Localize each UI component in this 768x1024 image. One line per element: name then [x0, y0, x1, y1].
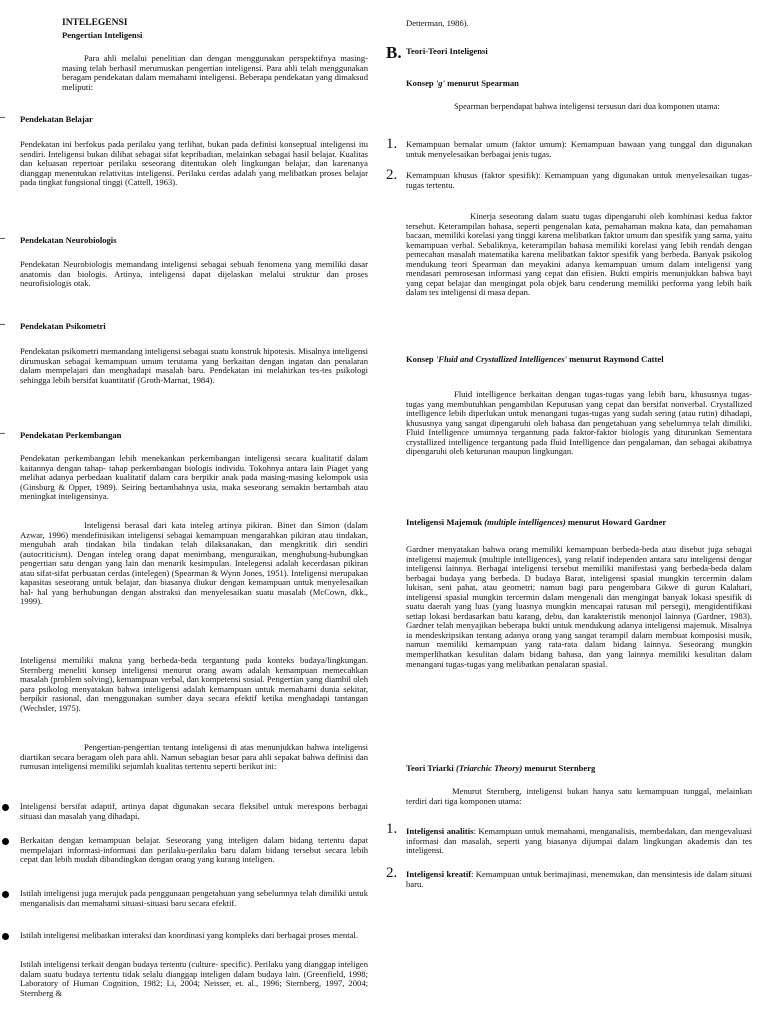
section-letter: B.: [386, 43, 402, 62]
continued-citation: Detterman, 1986).: [406, 18, 469, 28]
spearman-intro: Spearman berpendapat bahwa inteligensi tersusun dari dua komponen utama:: [454, 101, 720, 111]
dash-marker: –: [0, 319, 5, 330]
dash-marker: –: [0, 233, 5, 244]
paragraph-meaning: Inteligensi memiliki makna yang berbeda-beda tergantung pada konteks budaya/lingkungan. Sternberg meneliti konsep inteligensi menurut orang awam adalah kemampuan memecahkan masalah (problem solving), kemampuan verbal, dan kompetensi sosial. Pengertian yang diambil oleh para psikolog menyatakan bahwa inteligensi adalah kemampuan untuk memahami dunia sekitar, berpikir rasional, dan menggunakan sumber daya secara efektif ketika menghadapi tantangan (Wechsler, 1975).: [20, 655, 368, 713]
bullet-dot: [2, 804, 9, 811]
document-title: INTELEGENSI: [62, 18, 128, 28]
list-item: Kemampuan khusus (faktor spesifik): Kemampuan yang digunakan untuk menyelesaikan tugas-tugas tertentu.: [406, 170, 752, 190]
list-number: 2.: [386, 865, 398, 881]
dash-marker: –: [0, 112, 5, 123]
bullet-dot: [2, 933, 9, 940]
document-subtitle: Pengertian Inteligensi: [62, 30, 143, 40]
section-title: Teori-Teori Inteligensi: [406, 46, 488, 56]
paragraph-definitions: Pengertian-pengertian tentang inteligensi di atas menunjukkan bahwa inteligensi diartikan secara beragam oleh para ahli. Namun sebagian besar para ahli sepakat bahwa definisi dan rumusan inteligensi memiliki sejumlah kualitas tertentu seperti berikut ini:: [20, 742, 368, 772]
section-heading-developmental: Pendekatan Perkembangan: [20, 430, 122, 440]
list-item: Inteligensi analitis: Kemampuan untuk memahami, menganalisis, membedakan, dan mengevaluasi informasi dan masalah, seperti yang biasanya dijumpai dalam lingkungan akademis dan tes inteligensi.: [406, 826, 752, 856]
list-number: 1.: [386, 821, 398, 837]
heading-gardner: Inteligensi Majemuk (multiple intelligences) menurut Howard Gardner: [406, 517, 667, 527]
paragraph-culture: Istilah inteligensi terkait dengan budaya tertentu (culture- specific). Perilaku yang dianggap inteligen dalam suatu budaya tertentu tidak selalu dianggap inteligen dalam budaya lain. (Greenfield, 1998; Laboratory of Human Cognition, 1982; Li, 2004; Neisser, et. al., 1996; Sternberg, 1997, 2004; Sternberg &: [20, 959, 368, 998]
section-body-neurobiological: Pendekatan Neurobiologis memandang inteligensi sebagai sebuah fenomena yang memiliki dasar anatomis dan biologis. Artinya, inteligensi dapat dijelaskan melalui struktur dan proses neurofisiologis otak.: [20, 259, 368, 289]
heading-cattel: Konsep 'Fluid and Crystallized Intelligences' menurut Raymond Cattel: [406, 354, 664, 364]
section-heading-psychometric: Pendekatan Psikometri: [20, 321, 106, 331]
list-number: 2.: [386, 167, 398, 183]
section-heading-neurobiological: Pendekatan Neurobiologis: [20, 235, 117, 245]
list-item: Istilah inteligensi juga merujuk pada penggunaan pengetahuan yang sebelumnya telah dimiliki untuk menganalisis dan memahami situasi-situasi baru secara efektif.: [20, 888, 368, 908]
list-item: Inteligensi bersifat adaptif, artinya dapat digunakan secara fleksibel untuk merespons berbagai situasi dan masalah yang dihadapi.: [20, 801, 368, 821]
section-body-learning: Pendekatan ini berfokus pada perilaku yang terlihat, bukan pada definisi konseptual inteligensi itu sendiri. Inteligensi bukan dilihat sebagai sifat kepribadian, melainkan sebagai hasil belajar. Kualitas dan keluasan repertoar perilaku seseorang ditentukan oleh lingkungan belajar, dan karenanya dianggap menentukan relativitas inteligensi. Perilaku cerdas adalah yang melibatkan proses belajar pada tingkat fungsional tinggi (Cattell, 1963).: [20, 139, 368, 188]
paragraph-origin: Inteligensi berasal dari kata inteleg artinya pikiran. Binet dan Simon (dalam Azwar, 1996) mendefinisikan inteligensi sebagai kemampuan mengarahkan pikiran atau tindakan, mengubah arah tindakan bila tindakan telah dilaksanakan, dan mengkritik diri sendiri (autocriticism). Dengan inteleg orang dapat menimbang, menguraikan, menghubung-hubungkan pengertian satu dengan yang lain dan menarik kesimpulan. Intelegensi adalah kecerdasan pikiran atau sifat-sifat perbuatan cerdas (intelegen) (Spearman & Wynn Jones, 1951). Inteligensi merupakan kapasitas seseorang untuk belajar, dan biasanya diukur dengan kemampuan untuk menyelesaikan hal- hal yang berhubungan dengan abstraksi dan menyelesaikan suatu masalah (McCown, dkk., 1999).: [20, 520, 368, 607]
list-item: Istilah inteligensi melibatkan interaksi dan koordinasi yang kompleks dari berbagai proses mental.: [20, 930, 358, 940]
list-item: Berkaitan dengan kemampuan belajar. Seseorang yang inteligen dalam bidang tertentu dapat mempelajari informasi-informasi dan perilaku-perilaku baru dalam bidang tersebut secara lebih cepat dan lebih mudah dibandingkan dengan orang yang kurang inteligen.: [20, 835, 368, 865]
bullet-dot: [2, 891, 9, 898]
dash-marker: –: [0, 428, 5, 439]
intro-paragraph: Para ahli melalui penelitian dan dengan menggunakan perspektifnya masing-masing telah berhasil merumuskan pengertian inteligensi. Para ahli telah menggunakan beragam pendekatan dalam memahami inteligensi. Beberapa pendekatan yang dimaksud meliputi:: [62, 53, 368, 92]
section-body-psychometric: Pendekatan psikometri memandang inteligensi sebagai suatu konstruk hipotesis. Misalnya inteligensi dirumuskan sebagai kemampuan umum terutama yang berkaitan dengan ingatan dan penalaran dalam mempelajari dan menghadapi masalah baru. Pendekatan ini melahirkan tes-tes psikologi sehingga lebih bersifat kuantitatif (Groth-Marnat, 1984).: [20, 346, 368, 385]
list-number: 1.: [386, 136, 398, 152]
heading-sternberg: Teori Triarki (Triarchic Theory) menurut Sternberg: [406, 763, 596, 773]
list-item: Kemampuan bernalar umum (faktor umum): Kemampuan bawaan yang tunggal dan digunakan untuk menyelesaikan berbagai jenis tugas.: [406, 139, 752, 159]
bullet-dot: [2, 838, 9, 845]
heading-spearman: Konsep 'g' menurut Spearman: [406, 78, 519, 88]
spearman-body: Kinerja seseorang dalam suatu tugas dipengaruhi oleh kombinasi kedua faktor tersebut. Keterampilan bahasa, seperti pengenalan kata, pemahaman makna kata, dan pemahaman bacaan, memiliki korelasi yang tinggi karena melibatkan faktor umum dan spesifik yang sama, yaitu kemampuan verbal. Sebaliknya, keterampilan bahasa memiliki korelasi yang lebih rendah dengan pemecahan masalah matematika karena melibatkan faktor spesifik yang berbeda. Banyak psikolog mendukung teori Spearman dan meyakini adanya kemampuan umum dalam inteligensi yang mendasari pemrosesan informasi yang cepat dan efisien. Bukti empiris menunjukkan bahwa bayi yang cepat belajar dan mengingat pola objek baru cenderung memiliki performa yang lebih baik dalam tes inteligensi di masa depan.: [406, 211, 752, 298]
list-item: Inteligensi kreatif: Kemampuan untuk berimajinasi, menemukan, dan mensintesis ide dalam situasi baru.: [406, 869, 753, 889]
section-body-developmental: Pendekatan perkembangan lebih menekankan perkembangan inteligensi secara kualitatif dalam kaitannya dengan tahap- tahap perkembangan biologis individu. Tokohnya antara lain Piaget yang melihat adanya perbedaan kualitatif dalam cara berpikir anak pada masing-masing kelompok usia (Ginsburg & Opper, 1989). Seiring bertambahnya usia, maka seseorang semakin bertambah atau meningkat inteligensinya.: [20, 453, 368, 502]
gardner-body: Gardner menyatakan bahwa orang memiliki kemampuan berbeda-beda atau disebut juga sebagai inteligensi majemuk (multiple intelligences), yang relatif independen antara satu inteligensi dengar inteligensi lainnya. Berbagai inteligensi tersebut memiliki manifestasi yang berbeda-beda dalam berbagai budaya yang berbeda. D budaya Barat, inteligensi spasial mungkin tercermin dalam lukisan, seni pahat, atau geometri; namun bagi para pengembara Gikwe di gurun Kalahari, inteligensi spasial mungkin tercermin dalam mengenali dan mengingat banyak lokasi spesifik di suatu daerah yang luas (yang luasnya mungkin mencapai ratusan mil persegi), mengidentifikasi setiap lokasi berdasarkan batu karang, debu, dan karakteristik menonjol lainnya (Gardner, 1983). Gardner telah menyajikan beberapa bukti untuk mendukung adanya inteligensi majemuk. Misalnya ia mendeskripsikan tentang adanya orang yang sangat terampil dalam membuat komposisi musik, namun memiliki kemampuan yang rata-rata dalam bidang lainnya. Seseorang mungkin memperlihatkan kesulitan dalam bidang bahasa, dan yang lainnya memiliki kesulitan dalam menangani tugas-tugas yang melibatkan penalaran spasial.: [406, 544, 752, 669]
section-heading-learning: Pendekatan Belajar: [20, 114, 93, 124]
sternberg-intro: Menurut Sternberg, inteligensi bukan hanya satu kemampuan tunggal, melainkan terdiri dari tiga komponen utama:: [406, 786, 752, 806]
cattel-body: Fluid intelligence berkaitan dengan tugas-tugas yang lebih baru, khususnya tugas-tugas yang membutuhkan pengambilan Keputusan yang cepat dan bersifat nonverbal. Crystallized intelligence lebih diperlukan untuk menangani tugas-tugas yang sudah sering (atau rutin) dihadapi, khususnya yang sangat dipengaruhi oleh bahasa dan pengetahuan yang sebelumnya telah dimiliki. Fluid Intelligence umumnya tergantung pada faktor-faktor biologis yang diturunkan Sementara crystallized intelligence tergantung pada fluid Intelligence dan pengalaman, dan sebagai akibatnya dipengaruhi oleh keturunan maupun lingkungan.: [406, 389, 752, 457]
